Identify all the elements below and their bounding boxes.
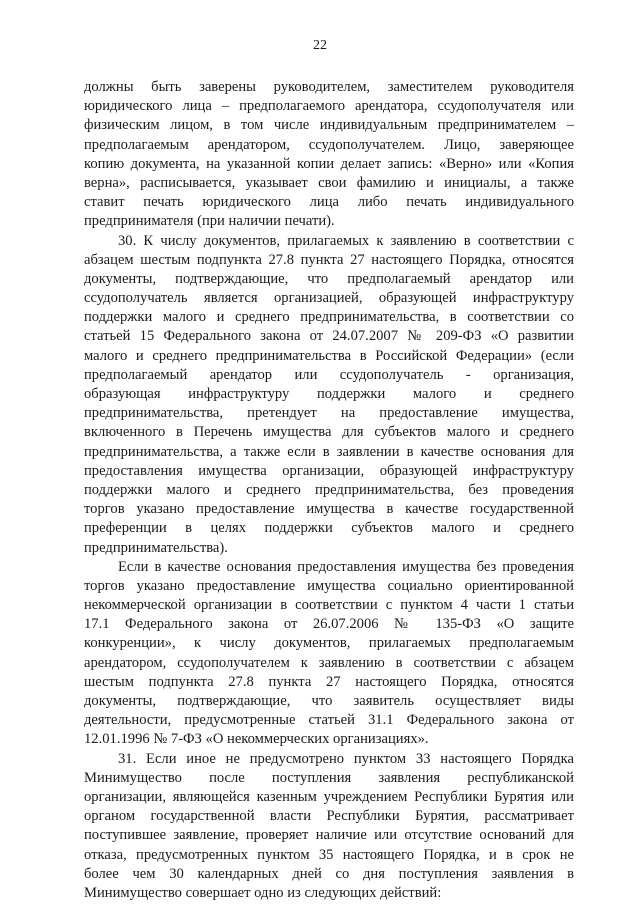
text-line: 30. К числу документов, прилагаемых к заявлению в соответствии с	[118, 232, 574, 249]
text-line: Минимущество после поступления заявления республиканской	[84, 769, 574, 786]
text-line: отказа, предусмотренных пунктом 35 настоящего Порядка, и в срок не	[84, 846, 574, 863]
text-line: поступившее заявление, проверяет наличие или отсутствие оснований для	[84, 827, 574, 844]
text-line: 12.01.1996 № 7-ФЗ «О некоммерческих организациях».	[84, 731, 429, 748]
text-line: физическим лицом, в том числе индивидуальным предпринимателем –	[84, 117, 574, 134]
text-line: торгов указано предоставление имущества в качестве государственной	[84, 501, 574, 518]
text-line: юридического лица – предполагаемого арендатора, ссудополучателя или	[84, 98, 574, 115]
text-line: копию документа, на указанной копии делает запись: «Верно» или «Копия	[84, 155, 574, 172]
text-line: верна», расписывается, указывает свои фамилию и инициалы, а также	[84, 174, 574, 191]
text-line: поддержки малого и среднего предпринимательства, в соответствии со	[84, 309, 574, 326]
text-line: организации, являющейся казенным учреждением Республики Бурятия или	[84, 788, 574, 805]
text-line: должны быть заверены руководителем, заместителем руководителя	[84, 79, 574, 95]
text-line: предпринимательства, претендует на предоставление имущества,	[84, 405, 574, 422]
text-line: ссудополучатель является организацией, образующей инфраструктуру	[84, 290, 574, 307]
text-line: арендатором, ссудополучателем к заявлению в соответствии с абзацем	[84, 654, 574, 671]
text-line: образующая инфраструктуру поддержки малого и среднего	[84, 386, 574, 402]
text-line: некоммерческой организации в соответствии с пунктом 4 части 1 статьи	[84, 597, 574, 614]
text-line: предпринимательства, а также если в заявлении в качестве основания для	[84, 443, 574, 460]
text-line: предпринимательства).	[84, 539, 228, 556]
text-line: органом государственной власти Республики Бурятия, рассматривает	[84, 808, 574, 825]
text-line: включенного в Перечень имущества для субъектов малого и среднего	[84, 424, 574, 441]
text-line: Минимущество совершает одно из следующих действий:	[84, 884, 442, 901]
text-line: документы, подтверждающие, что заявитель осуществляет виды	[84, 693, 574, 709]
text-line: 17.1 Федерального закона от 26.07.2006 № 135-ФЗ «О защите	[84, 616, 574, 633]
text-line: документы, подтверждающие, что предполагаемый арендатор или	[84, 270, 574, 287]
text-line: 31. Если иное не предусмотрено пунктом 33 настоящего Порядка	[118, 750, 574, 767]
text-line: деятельности, предусмотренные статьей 31.1 Федерального закона от	[84, 712, 574, 729]
text-line: торгов указано предоставление имущества социально ориентированной	[84, 577, 574, 594]
paragraph	[84, 78, 574, 232]
text-line: поддержки малого и среднего предпринимательства, без проведения	[84, 481, 574, 498]
paragraph	[84, 558, 574, 750]
text-line: малого и среднего предпринимательства в Российской Федерации» (если	[84, 347, 574, 364]
text-line: более чем 30 календарных дней со дня поступления заявления в	[84, 865, 574, 882]
text-line: преференции в целях поддержки субъектов малого и среднего	[84, 520, 574, 537]
paragraph	[84, 750, 574, 904]
paragraph	[84, 232, 574, 558]
text-line: ставит печать юридического лица либо печать индивидуального	[84, 194, 574, 211]
body-text	[84, 78, 574, 903]
text-line: предполагаемый арендатор или ссудополучатель - организация,	[84, 366, 574, 383]
text-line: предполагаемым арендатором, ссудополучателем. Лицо, заверяющее	[84, 136, 574, 153]
page-number: 22	[313, 38, 327, 53]
text-line: предоставления имущества организации, образующей инфраструктуру	[84, 462, 574, 479]
text-line: статьей 15 Федерального закона от 24.07.2007 № 209-ФЗ «О развитии	[84, 328, 574, 345]
text-line: шестым подпункта 27.8 пункта 27 настоящего Порядка, относятся	[84, 673, 574, 690]
text-line: абзацем шестым подпункта 27.8 пункта 27 настоящего Порядка, относятся	[84, 251, 574, 268]
text-line: Если в качестве основания предоставления имущества без проведения	[118, 558, 574, 575]
text-line: предпринимателя (при наличии печати).	[84, 213, 335, 230]
text-line: конкуренции», к числу документов, прилагаемых предполагаемым	[84, 635, 574, 652]
